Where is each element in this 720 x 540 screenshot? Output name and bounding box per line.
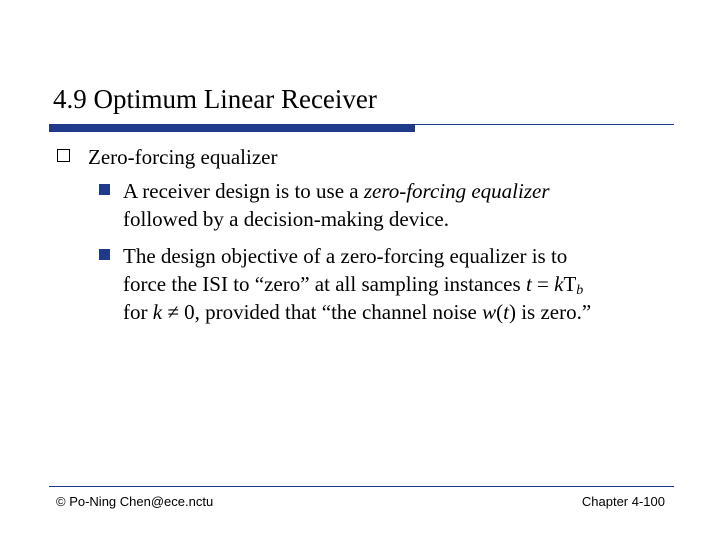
text-run: T bbox=[563, 272, 577, 296]
text-run: t bbox=[525, 272, 532, 296]
sub-bullet-line bbox=[123, 270, 683, 298]
footer-copyright: © Po-Ning Chen@ece.nctu bbox=[56, 494, 214, 509]
text-run: for bbox=[123, 300, 153, 324]
text-run: = bbox=[531, 272, 555, 296]
sub-bullet-line bbox=[123, 242, 683, 270]
footer-page-number: Chapter 4-100 bbox=[581, 494, 665, 509]
footer-divider bbox=[49, 486, 674, 487]
sub-bullet-2 bbox=[123, 242, 683, 326]
text-run: A receiver design is to use a bbox=[123, 179, 364, 203]
filled-square-bullet-icon bbox=[99, 249, 110, 260]
text-run: w bbox=[482, 300, 497, 324]
text-run: ) is zero.” bbox=[508, 300, 592, 324]
filled-square-bullet-icon bbox=[99, 184, 110, 195]
sub-bullet-line bbox=[123, 298, 683, 326]
heading-bullet-text: Zero-forcing equalizer bbox=[88, 145, 278, 169]
slide-title: 4.9 Optimum Linear Receiver bbox=[53, 84, 377, 114]
text-run: force the ISI to “zero” at all sampling instances bbox=[123, 272, 526, 296]
sub-bullet-line bbox=[123, 177, 683, 205]
title-underline-thin bbox=[415, 124, 674, 125]
text-run: b bbox=[576, 283, 584, 298]
text-run: t bbox=[503, 300, 509, 324]
sub-bullet-1 bbox=[123, 177, 683, 233]
text-run: The design objective of a zero-forcing equalizer is to bbox=[123, 244, 568, 268]
title-underline-thick bbox=[49, 124, 415, 132]
text-run: followed by a decision-making device. bbox=[123, 207, 449, 231]
text-run: ≠ 0, provided that “the channel noise bbox=[162, 300, 483, 324]
text-run: zero-forcing equalizer bbox=[363, 179, 550, 203]
text-run: k bbox=[152, 300, 163, 324]
hollow-square-bullet-icon bbox=[57, 149, 70, 162]
sub-bullet-line bbox=[123, 205, 683, 233]
text-run: k bbox=[554, 272, 564, 296]
text-run: ( bbox=[496, 300, 504, 324]
